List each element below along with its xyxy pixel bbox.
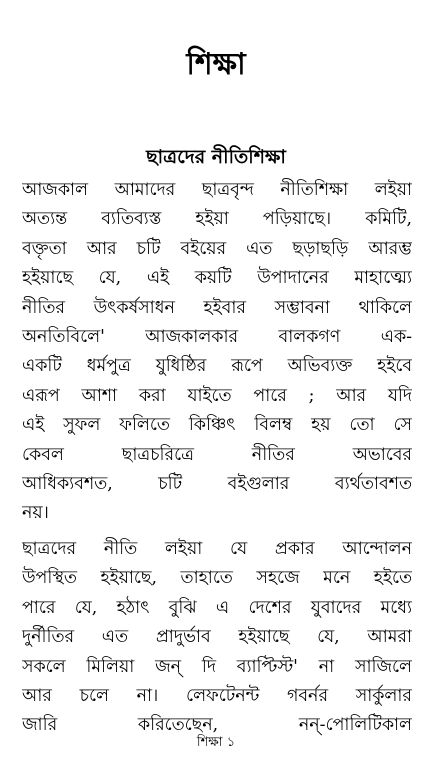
text-line: আজকাল আমাদের ছাত্রবৃন্দ নীতিশিক্ষা লইয়া — [22, 180, 412, 200]
text-line: পারে যে, হঠাৎ বুঝি এ দেশের যুবাদের মধ্যে — [22, 597, 412, 618]
text-line: এরূপ আশা করা যাইতে পারে ; আর যদি — [22, 385, 412, 406]
chapter-title: ছাত্রদের নীতিশিক্ষা — [146, 146, 286, 168]
text-line: আধিক্যবশত, চটি বইগুলার ব্যর্থতাবশত — [22, 474, 412, 495]
text-line: কেবল ছাত্রচরিত্রে নীতির অভাবের — [22, 444, 412, 465]
body-text — [22, 176, 412, 741]
text-line: জারি করিতেছেন, নন্‌-পোলিটিকাল — [22, 715, 412, 736]
text-line: উপস্থিত হইয়াছে, তাহাতে সহজে মনে হইতে — [22, 568, 412, 589]
book-title: শিক্ষা — [186, 47, 246, 82]
text-line: দুর্নীতির এত প্রাদুর্ভাব হইয়াছে যে, আমরা — [22, 627, 412, 648]
text-line: অনতিবিলে' আজকালকার বালকগণ এক- — [22, 327, 412, 348]
text-line: আর চলে না। লেফটেনন্ট গবর্নর সার্কুলার — [22, 685, 412, 706]
text-line: সকলে মিলিয়া জন্‌ দি ব্যাপ্টিস্ট' না সাজিলে — [22, 656, 412, 677]
text-line: ছাত্রদের নীতি লইয়া যে প্রকার আন্দোলন — [22, 538, 412, 559]
text-line: নয়। — [22, 503, 49, 524]
text-line: এই সুফল ফলিতে কিঞ্চিৎ বিলম্ব হয় তো সে — [22, 415, 412, 436]
text-line: অত্যন্ত ব্যতিব্যস্ত হইয়া পড়িয়াছে। কমিটি, — [22, 209, 412, 230]
text-line: বক্তৃতা আর চটি বইয়ের এত ছড়াছড়ি আরম্ভ — [22, 238, 412, 259]
paragraph-1 — [22, 176, 412, 529]
text-line: নীতির উৎকর্ষসাধন হইবার সম্ভাবনা থাকিলে — [22, 297, 412, 318]
page-footer: শিক্ষা ১ — [196, 735, 236, 750]
text-line: একটি ধর্মপুত্র যুধিষ্ঠির রূপে অভিব্যক্ত হইবে — [22, 356, 412, 377]
text-line: হইয়াছে যে, এই কয়টি উপাদানের মাহাত্ম্যে — [22, 268, 412, 289]
paragraph-2 — [22, 535, 412, 741]
